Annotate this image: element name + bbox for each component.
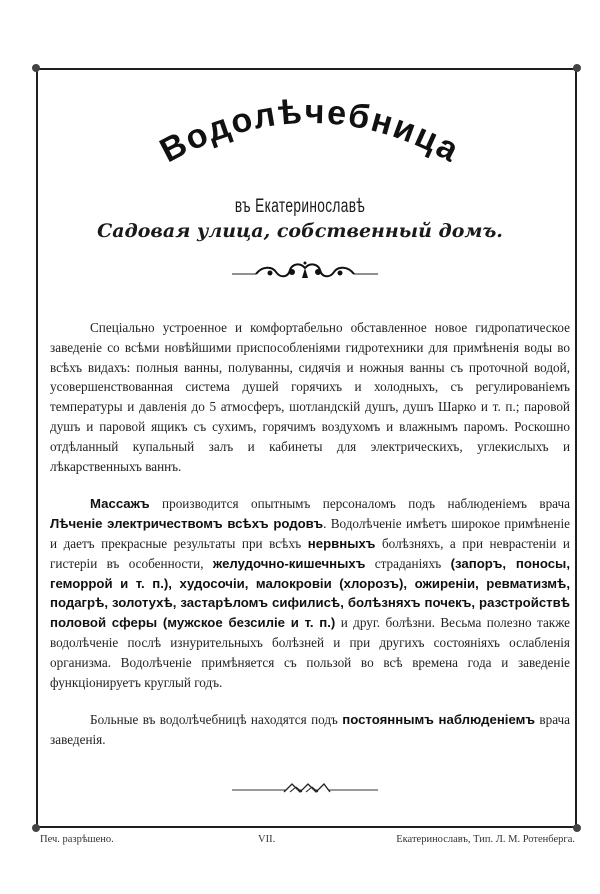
- massage-bold: Массажъ: [90, 496, 150, 512]
- corner-ornament-top-left: [32, 64, 40, 72]
- title-text: Водолѣчебница: [153, 92, 467, 171]
- corner-ornament-top-right: [573, 64, 581, 72]
- ailments-list-bold: (запоръ, поносы, геморрой и т. п.), худосочіи, малокровіи (хлорозъ), ожиреніи, ревматизмѣ, подагрѣ, золотухѣ, застарѣломъ сифилисѣ, болѣзняхъ почекъ, разстройствѣ половой сферы (мужское безсиліе и т. п.): [50, 555, 570, 631]
- end-ornament-icon: [232, 778, 378, 798]
- printer-imprint: Екатеринославъ, Тип. Л. М. Ротенберга.: [396, 834, 575, 845]
- text-span: производится опытнымъ персоналомъ подъ наблюденіемъ врача: [149, 496, 570, 512]
- nervous-bold: нервныхъ: [307, 535, 376, 551]
- paragraph-treatments: [50, 494, 570, 692]
- page-number: VII.: [258, 834, 276, 845]
- text-span: страданіяхъ: [365, 555, 451, 571]
- corner-ornament-bottom-right: [573, 824, 581, 832]
- corner-ornament-bottom-left: [32, 824, 40, 832]
- paragraph-supervision: [50, 710, 570, 750]
- city-subtitle: въ Екатеринославѣ: [234, 196, 366, 217]
- text-span: болѣзняхъ, а при неврастеніи и гистеріи въ особенности,: [50, 535, 570, 571]
- text-span: и друг. болѣзни. Весьма полезно также водолѣченіе послѣ изнурительныхъ болѣзней и при другихъ состояніяхъ ослабленія организма. Водолѣченіе примѣняется съ пользой во всѣ времена года и заведеніе функціонируетъ круглый годъ.: [50, 615, 570, 690]
- censorship-approval: Печ. разрѣшено.: [40, 834, 114, 845]
- svg-text:Водолѣчебница: [154, 93, 466, 170]
- text-span: врача заведенія.: [50, 712, 570, 748]
- text-span: Больные въ водолѣчебницѣ находятся подъ: [90, 712, 343, 728]
- address-line: Садовая улица, собственный домъ.: [97, 220, 503, 242]
- body-text: [50, 318, 570, 768]
- gastro-bold: желудочно-кишечныхъ: [212, 555, 366, 571]
- page-title: [100, 92, 520, 202]
- electro-treatment-bold: Лѣченіе электричествомъ всѣхъ родовъ: [50, 516, 324, 532]
- text-span: . Водолѣченіе имѣетъ широкое примѣненіе и даетъ прекрасные результаты при всѣхъ: [50, 516, 570, 551]
- decorative-flourish-icon: [232, 258, 378, 284]
- paragraph-facilities: Спеціально устроенное и комфортабельно обставленное новое гидропатическое заведеніе со всѣми новѣйшими приспособленіями гидротехники для примѣненія воды во всѣхъ видахъ: полныя ванны, полуванны, сидячія и ножныя ванны съ проточной водой, усовершенствованная система душей горячихъ и холодныхъ, съ регулированіемъ температуры и давленія до 5 атмосферъ, шотландскій душъ, душъ Шарко и т. п.; паровой душъ и паровой ящикъ съ сухимъ, горячимъ воздухомъ и влажнымъ паромъ. Роскошно отдѣланный купальный залъ и кабинеты для электрическихъ, углекислыхъ и лѣкарственныхъ ваннъ.: [50, 320, 570, 474]
- supervision-bold: постояннымъ наблюденіемъ: [342, 712, 536, 728]
